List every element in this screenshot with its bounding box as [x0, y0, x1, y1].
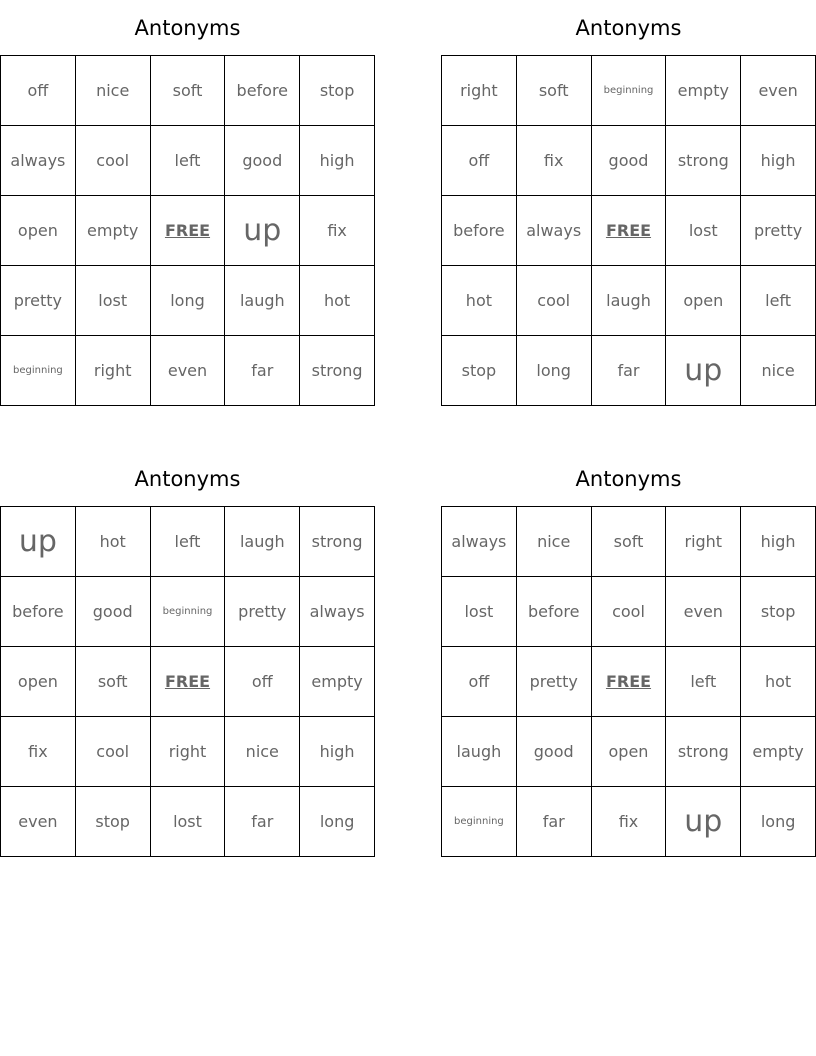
bingo-row [442, 56, 816, 126]
bingo-cell: left [666, 647, 741, 717]
bingo-cell: right [75, 336, 150, 406]
bingo-row [442, 647, 816, 717]
free-space: FREE [150, 196, 225, 266]
bingo-cell: open [1, 647, 76, 717]
bingo-row [1, 196, 375, 266]
bingo-cell: strong [300, 336, 375, 406]
bingo-cell: empty [741, 717, 816, 787]
bingo-cell: cool [591, 577, 666, 647]
bingo-cell: beginning [150, 577, 225, 647]
bingo-cell: nice [225, 717, 300, 787]
bingo-cell: right [442, 56, 517, 126]
bingo-cell: long [741, 787, 816, 857]
bingo-row [1, 56, 375, 126]
bingo-cell: good [225, 126, 300, 196]
bingo-row [442, 787, 816, 857]
bingo-cell: good [516, 717, 591, 787]
bingo-cell: always [442, 507, 517, 577]
bingo-cell: even [150, 336, 225, 406]
bingo-cell: laugh [225, 507, 300, 577]
bingo-cell: nice [516, 507, 591, 577]
bingo-cell: up [1, 507, 76, 577]
card-title: Antonyms [575, 16, 682, 40]
bingo-cell: open [666, 266, 741, 336]
bingo-row [1, 507, 375, 577]
bingo-cell: fix [591, 787, 666, 857]
bingo-cell: hot [442, 266, 517, 336]
bingo-cell: before [225, 56, 300, 126]
bingo-cell: cool [75, 126, 150, 196]
bingo-cell: strong [666, 717, 741, 787]
bingo-cell: good [75, 577, 150, 647]
bingo-cell: high [741, 126, 816, 196]
bingo-cell: open [1, 196, 76, 266]
bingo-cell: long [300, 787, 375, 857]
bingo-row [1, 336, 375, 406]
bingo-cell: up [666, 787, 741, 857]
bingo-cell: laugh [591, 266, 666, 336]
bingo-row [1, 266, 375, 336]
bingo-row [442, 336, 816, 406]
bingo-cell: left [150, 126, 225, 196]
bingo-cell: soft [516, 56, 591, 126]
bingo-row [442, 126, 816, 196]
bingo-cell: fix [1, 717, 76, 787]
bingo-cell: right [150, 717, 225, 787]
bingo-row [442, 196, 816, 266]
bingo-cell: always [1, 126, 76, 196]
bingo-row [442, 577, 816, 647]
bingo-cell: right [666, 507, 741, 577]
bingo-cell: off [442, 647, 517, 717]
bingo-cell: beginning [1, 336, 76, 406]
bingo-cell: good [591, 126, 666, 196]
bingo-cell: laugh [442, 717, 517, 787]
bingo-cell: pretty [741, 196, 816, 266]
bingo-cell: high [300, 126, 375, 196]
bingo-cell: off [225, 647, 300, 717]
bingo-cell: before [1, 577, 76, 647]
card-title: Antonyms [575, 467, 682, 491]
bingo-cell: strong [666, 126, 741, 196]
bingo-grid [441, 55, 816, 406]
bingo-cell: soft [75, 647, 150, 717]
bingo-cell: stop [300, 56, 375, 126]
bingo-row [1, 126, 375, 196]
bingo-cell: empty [666, 56, 741, 126]
free-space: FREE [150, 647, 225, 717]
bingo-cell: beginning [442, 787, 517, 857]
bingo-cell: nice [75, 56, 150, 126]
bingo-cell: always [300, 577, 375, 647]
bingo-cell: fix [300, 196, 375, 266]
bingo-row [1, 577, 375, 647]
bingo-cell: long [516, 336, 591, 406]
bingo-cell: cool [75, 717, 150, 787]
bingo-cell: before [516, 577, 591, 647]
bingo-cell: soft [150, 56, 225, 126]
bingo-cell: lost [150, 787, 225, 857]
free-space: FREE [591, 196, 666, 266]
bingo-row [1, 647, 375, 717]
bingo-cell: stop [741, 577, 816, 647]
bingo-cell: lost [666, 196, 741, 266]
bingo-cell: empty [75, 196, 150, 266]
bingo-cell: open [591, 717, 666, 787]
bingo-cell: up [666, 336, 741, 406]
bingo-grid [441, 506, 816, 857]
bingo-cell: always [516, 196, 591, 266]
bingo-row [442, 717, 816, 787]
bingo-cell: fix [516, 126, 591, 196]
bingo-cell: high [741, 507, 816, 577]
bingo-cell: cool [516, 266, 591, 336]
bingo-cell: empty [300, 647, 375, 717]
bingo-cell: even [666, 577, 741, 647]
bingo-row [442, 507, 816, 577]
bingo-cell: stop [442, 336, 517, 406]
bingo-row [1, 787, 375, 857]
card-title: Antonyms [134, 467, 241, 491]
bingo-cell: left [741, 266, 816, 336]
bingo-cell: laugh [225, 266, 300, 336]
bingo-cell: high [300, 717, 375, 787]
bingo-cell: before [442, 196, 517, 266]
bingo-cell: even [741, 56, 816, 126]
card-title: Antonyms [134, 16, 241, 40]
bingo-cell: up [225, 196, 300, 266]
bingo-cell: left [150, 507, 225, 577]
bingo-cell: hot [741, 647, 816, 717]
bingo-cell: far [516, 787, 591, 857]
bingo-cell: pretty [225, 577, 300, 647]
bingo-cell: soft [591, 507, 666, 577]
bingo-row [1, 717, 375, 787]
bingo-cell: nice [741, 336, 816, 406]
bingo-row [442, 266, 816, 336]
bingo-cell: pretty [516, 647, 591, 717]
bingo-cell: lost [75, 266, 150, 336]
bingo-cell: lost [442, 577, 517, 647]
bingo-cell: far [591, 336, 666, 406]
bingo-grid [0, 55, 375, 406]
bingo-cell: far [225, 787, 300, 857]
bingo-cell: stop [75, 787, 150, 857]
free-space: FREE [591, 647, 666, 717]
bingo-cell: beginning [591, 56, 666, 126]
bingo-cell: even [1, 787, 76, 857]
bingo-cell: pretty [1, 266, 76, 336]
bingo-cell: hot [75, 507, 150, 577]
bingo-cell: hot [300, 266, 375, 336]
bingo-cell: off [442, 126, 517, 196]
bingo-cell: long [150, 266, 225, 336]
bingo-cell: far [225, 336, 300, 406]
bingo-cell: strong [300, 507, 375, 577]
bingo-grid [0, 506, 375, 857]
bingo-cell: off [1, 56, 76, 126]
